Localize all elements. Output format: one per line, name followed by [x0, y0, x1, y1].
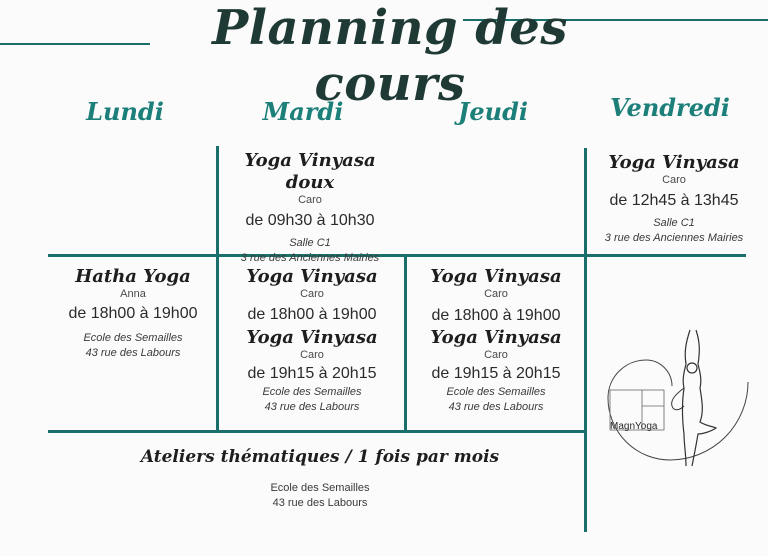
class-location-room: Salle C1: [653, 217, 695, 229]
class-cell-mardi-morning: [220, 150, 400, 266]
day-header-lundi: Lundi: [86, 97, 164, 126]
class-teacher: Caro: [300, 288, 324, 300]
class-name: Yoga Vinyasa doux: [244, 150, 376, 193]
grid-vline-1: [216, 146, 219, 430]
class-name: Yoga Vinyasa: [608, 152, 740, 173]
class-location-room: Ecole des Semailles: [262, 386, 362, 398]
class-time: de 18h00 à 19h00: [247, 306, 377, 323]
class-name: Yoga Vinyasa: [246, 327, 378, 348]
class-location-address: 3 rue des Anciennes Mairies: [240, 252, 380, 264]
class-teacher: Caro: [662, 174, 686, 186]
class-time: de 19h15 à 20h15: [431, 365, 561, 382]
yoga-pose-icon: [600, 322, 760, 472]
magnyoga-logo: [600, 322, 760, 472]
class-teacher: Caro: [300, 349, 324, 361]
class-location-address: 43 rue des Labours: [264, 401, 360, 413]
class-time: de 18h00 à 19h00: [431, 307, 561, 324]
class-cell-jeudi-evening: [406, 266, 586, 415]
class-teacher: Caro: [484, 349, 508, 361]
class-time: de 19h15 à 20h15: [247, 365, 377, 382]
class-cell-vendredi: [590, 152, 758, 246]
page-title: Planning des cours: [212, 0, 568, 112]
workshop-title: Ateliers thématiques / 1 fois par mois: [140, 447, 500, 467]
workshop-location-school: Ecole des Semailles: [270, 482, 370, 494]
day-header-mardi: Mardi: [262, 97, 344, 126]
class-time: de 09h30 à 10h30: [245, 212, 375, 229]
class-location-room: Ecole des Semailles: [83, 332, 183, 344]
class-cell-mardi-evening: [220, 266, 404, 415]
day-header-vendredi: Vendredi: [610, 93, 730, 122]
class-teacher: Anna: [120, 288, 146, 300]
class-time: de 18h00 à 19h00: [68, 305, 198, 322]
workshop-block: [60, 447, 580, 511]
class-name: Yoga Vinyasa: [246, 266, 378, 287]
day-header-jeudi: Jeudi: [458, 97, 528, 126]
class-location-room: Ecole des Semailles: [446, 386, 546, 398]
class-name: Hatha Yoga: [75, 266, 191, 287]
class-location-address: 3 rue des Anciennes Mairies: [604, 232, 744, 244]
class-name: Yoga Vinyasa: [430, 327, 562, 348]
class-cell-lundi: [52, 266, 214, 361]
class-teacher: Caro: [298, 194, 322, 206]
class-location-room: Salle C1: [289, 237, 331, 249]
class-location-address: 43 rue des Labours: [448, 401, 544, 413]
logo-text: MagnYoga: [610, 421, 658, 432]
workshop-location-address: 43 rue des Labours: [272, 497, 368, 509]
grid-hline-2: [48, 430, 586, 433]
class-name: Yoga Vinyasa: [430, 266, 562, 287]
title-left-rule: [0, 43, 150, 45]
class-time: de 12h45 à 13h45: [609, 192, 739, 209]
class-teacher: Caro: [484, 288, 508, 300]
class-location-address: 43 rue des Labours: [85, 347, 181, 359]
